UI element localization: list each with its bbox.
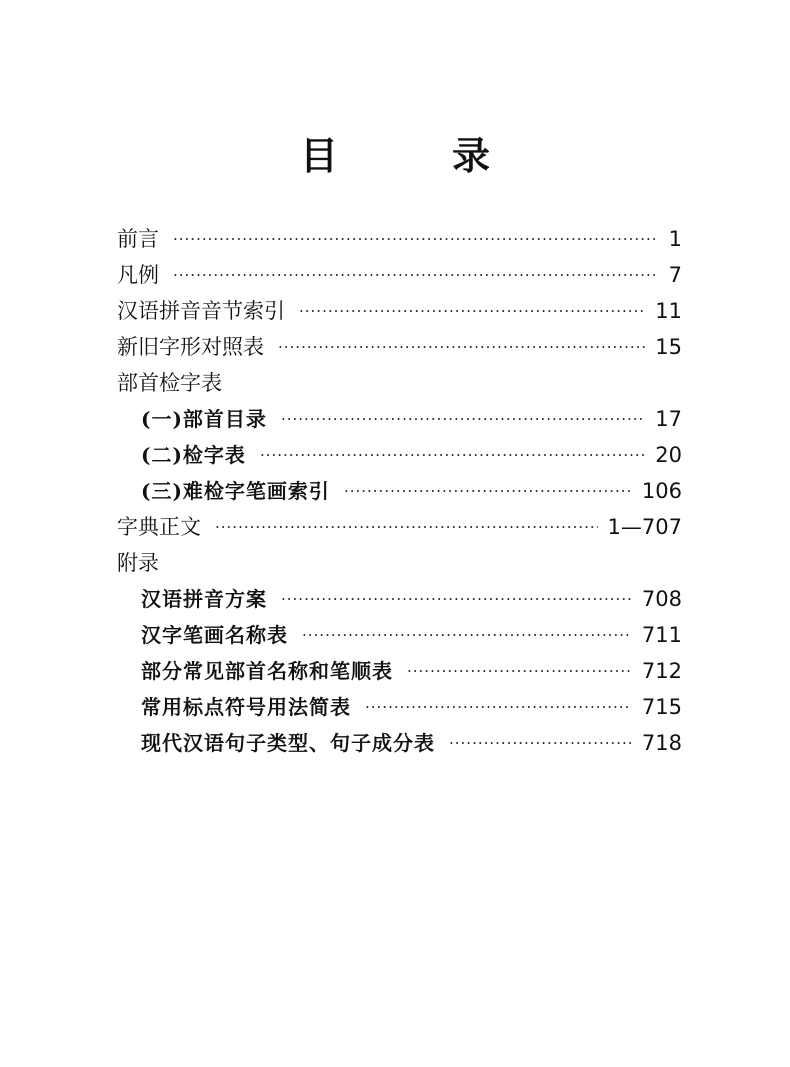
toc-entry-page: 715	[641, 695, 682, 719]
toc-entry-pinyin-index[interactable]	[117, 293, 682, 329]
toc-entry-guide[interactable]	[117, 257, 682, 293]
toc-subentry-stroke-index[interactable]	[117, 473, 682, 509]
toc-subentry-sentence-types[interactable]	[117, 725, 682, 761]
toc-entry-page: 11	[655, 299, 682, 323]
toc-entry-page: 718	[641, 731, 682, 755]
toc-entry-main-text[interactable]	[117, 509, 682, 545]
toc-subentry-character-index[interactable]	[117, 437, 682, 473]
toc-entry-page: 712	[641, 659, 682, 683]
toc-entry-label: 新旧字形对照表	[117, 335, 264, 359]
dot-leader	[281, 581, 632, 617]
dot-leader	[449, 725, 632, 761]
page-title: 目 录	[299, 133, 528, 178]
toc-entry-label: 凡例	[117, 263, 159, 287]
toc-entry-page: 711	[641, 623, 682, 647]
dot-leader	[281, 401, 645, 437]
dot-leader	[173, 257, 659, 293]
toc-subentry-punctuation[interactable]	[117, 689, 682, 725]
toc-entry-glyph-table[interactable]	[117, 329, 682, 365]
toc-entry-label: 汉语拼音方案	[141, 587, 267, 611]
toc-section-radical-index: 部首检字表	[117, 371, 222, 395]
toc-entry-label: 字典正文	[117, 515, 201, 539]
toc-entry-page: 15	[655, 335, 682, 359]
toc-entry-page: 1—707	[607, 515, 682, 539]
toc-entry-label: (一)部首目录	[141, 407, 267, 431]
toc-entry-preface[interactable]	[117, 221, 682, 257]
toc-subentry-pinyin-scheme[interactable]	[117, 581, 682, 617]
dot-leader	[299, 293, 645, 329]
dot-leader	[278, 329, 645, 365]
toc-entry-label: 常用标点符号用法简表	[141, 695, 351, 719]
toc-subentry-stroke-names[interactable]	[117, 617, 682, 653]
toc-entry-page: 708	[641, 587, 682, 611]
dot-leader	[173, 221, 659, 257]
toc-entry-label: (三)难检字笔画索引	[141, 479, 330, 503]
toc-subentry-radical-names[interactable]	[117, 653, 682, 689]
toc-entry-page: 17	[655, 407, 682, 431]
toc-entry-label: 现代汉语句子类型、句子成分表	[141, 731, 435, 755]
toc-entry-label: 部分常见部首名称和笔顺表	[141, 659, 393, 683]
toc-entry-label: 汉语拼音音节索引	[117, 299, 285, 323]
table-of-contents	[117, 221, 682, 761]
toc-entry-label: 汉字笔画名称表	[141, 623, 288, 647]
toc-entry-page: 7	[668, 263, 682, 287]
toc-entry-label: 前言	[117, 227, 159, 251]
toc-entry-label: (二)检字表	[141, 443, 246, 467]
dot-leader	[407, 653, 632, 689]
toc-subentry-radical-list[interactable]	[117, 401, 682, 437]
dot-leader	[302, 617, 632, 653]
toc-entry-page: 20	[655, 443, 682, 467]
dot-leader	[215, 509, 598, 545]
dot-leader	[365, 689, 632, 725]
dot-leader	[344, 473, 632, 509]
toc-section-appendix: 附录	[117, 551, 159, 575]
toc-entry-page: 1	[668, 227, 682, 251]
toc-entry-page: 106	[641, 479, 682, 503]
dot-leader	[260, 437, 645, 473]
